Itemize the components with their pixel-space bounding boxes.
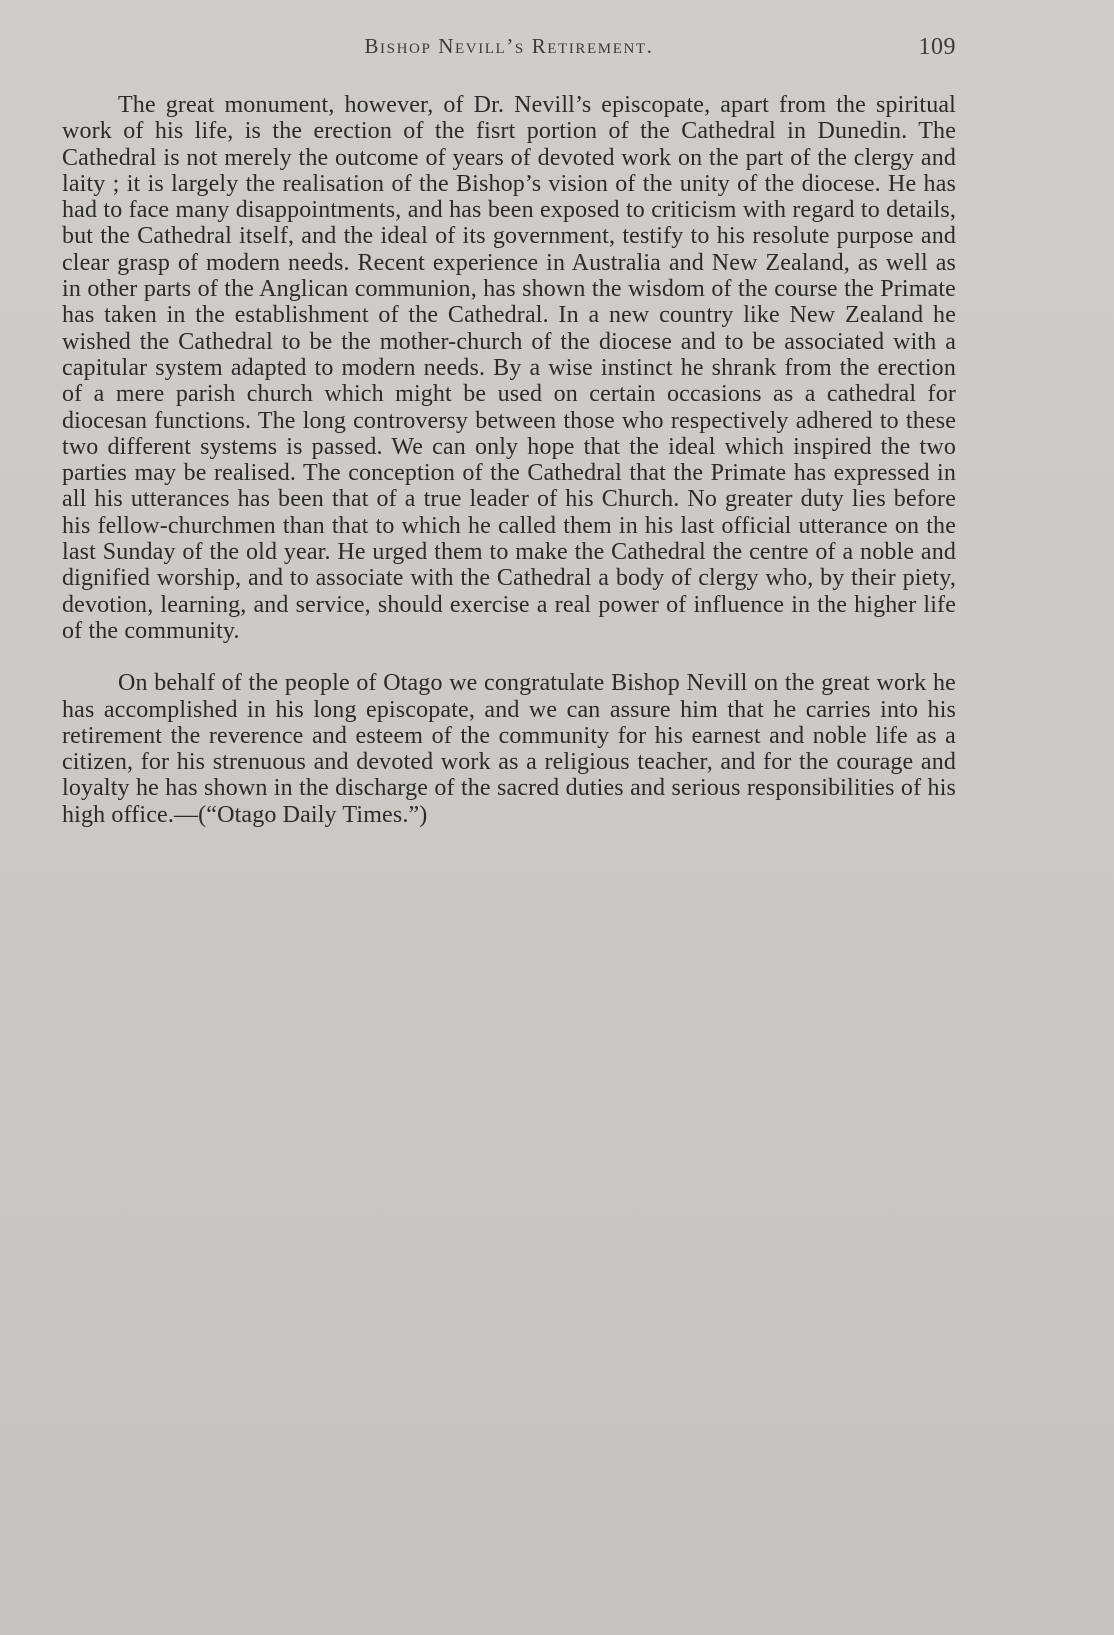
page-number: 109 xyxy=(918,34,956,60)
paragraph-cathedral-monument: The great monument, however, of Dr. Nevill’s episcopate, apart from the spiritual work of his life, is the erection of the fisrt portion of the Cathedral in Dunedin. The Cathedral is not merely the outcome of years of devoted work on the part of the clergy and laity ; it is largely the realisation of the Bishop’s vision of the unity of the diocese. He has had to face many disappointments, and has been exposed to criticism with regard to details, but the Cathedral itself, and the ideal of its government, testify to his resolute purpose and clear grasp of modern needs. Recent experience in Australia and New Zealand, as well as in other parts of the Anglican communion, has shown the wisdom of the course the Primate has taken in the establishment of the Cathedral. In a new country like New Zealand he wished the Cathedral to be the mother-church of the diocese and to be associated with a capitular system adapted to modern needs. By a wise instinct he shrank from the erection of a mere parish church which might be used on certain occasions as a cathedral for diocesan functions. The long controversy between those who respectively adhered to these two different systems is passed. We can only hope that the ideal which inspired the two parties may be realised. The conception of the Cathedral that the Primate has expressed in all his utterances has been that of a true leader of his Church. No greater duty lies before his fellow-churchmen than that to which he called them in his last official utterance on the last Sunday of the old year. He urged them to make the Cathedral the centre of a noble and dignified worship, and to associate with the Cathedral a body of clergy who, by their piety, devotion, learning, and service, should exercise a real power of influence in the higher life of the community. xyxy=(62,92,956,644)
running-title: Bishop Nevill’s Retirement. xyxy=(364,34,654,58)
paragraph-congratulation: On behalf of the people of Otago we congratulate Bishop Nevill on the great work he has accomplished in his long episcopate, and we can assure him that he carries into his retirement the reverence and esteem of the community for his earnest and noble life as a citizen, for his strenuous and devoted work as a religious teacher, and for the courage and loyalty he has shown in the discharge of the sacred duties and serious responsibilities of his high office.—(“Otago Daily Times.”) xyxy=(62,670,956,828)
running-head xyxy=(62,34,956,70)
body-text xyxy=(62,92,956,828)
